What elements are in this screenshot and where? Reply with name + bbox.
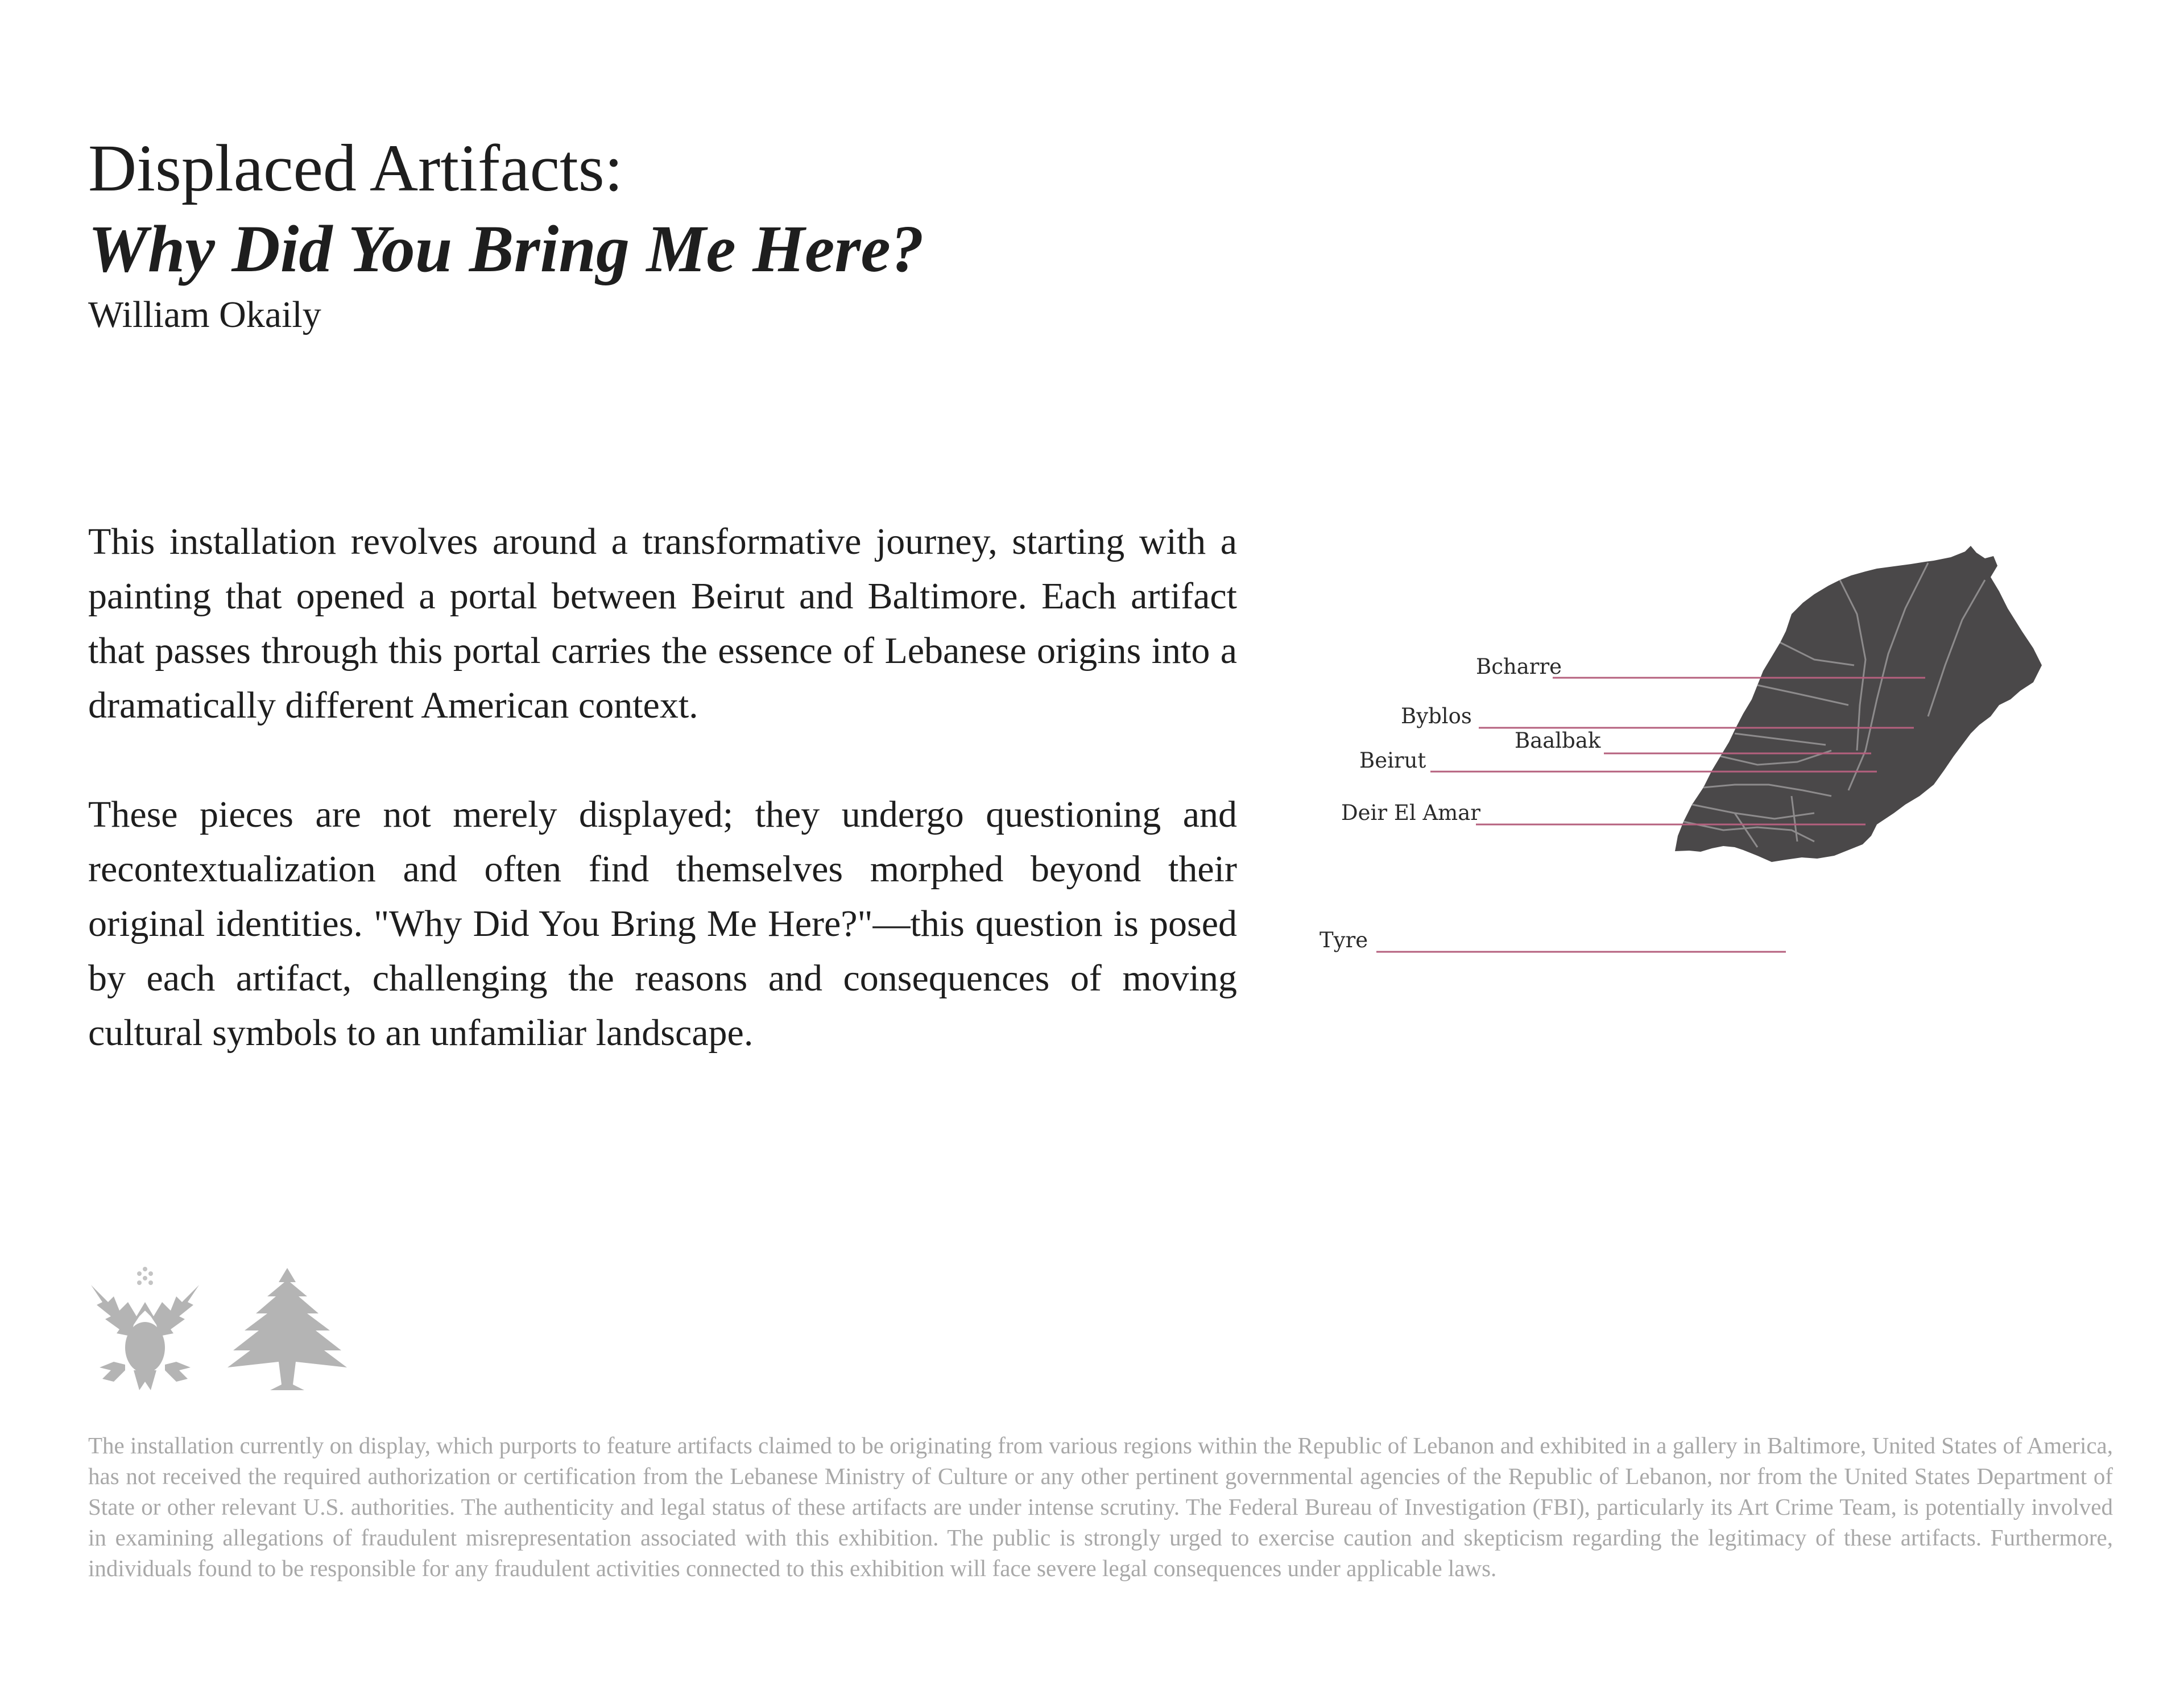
map-label-deir-el-amar: Deir El Amar bbox=[1341, 801, 1480, 825]
description-paragraph-2: These pieces are not merely displayed; they undergo questioning and recontextualization and often find themselves morphed beyond their original identities. "Why Did You Bring Me Here?"—this question is posed by each artifact, challenging the reasons and consequences of moving cultural symbols to an unfamiliar landscape. bbox=[88, 794, 1237, 1054]
map-label-beirut: Beirut bbox=[1359, 748, 1426, 773]
author-name: William Okaily bbox=[88, 294, 321, 336]
lebanon-silhouette bbox=[1675, 546, 2042, 862]
lebanon-map bbox=[1302, 546, 2138, 1029]
description bbox=[88, 515, 1237, 1115]
page-subtitle: Why Did You Bring Me Here? bbox=[88, 211, 924, 286]
cedar-tree-icon bbox=[228, 1268, 347, 1390]
map-label-byblos: Byblos bbox=[1401, 704, 1472, 728]
header bbox=[88, 128, 924, 337]
map-label-tyre: Tyre bbox=[1320, 928, 1368, 952]
eagle-seal-icon bbox=[91, 1267, 199, 1390]
legal-disclaimer: The installation currently on display, which purports to feature artifacts claimed to be originating from various regions within the Republic of Lebanon and exhibited in a gallery in Baltimore, United States of America, has not received the required authorization or certification from the Lebanese Ministry of Culture or any other pertinent governmental agencies of the Republic of Lebanon, nor from the United States Department of State or other relevant U.S. authorities. The authenticity and legal status of these artifacts are under intense scrutiny. The Federal Bureau of Investigation (FBI), particularly its Art Crime Team, is potentially involved in examining allegations of fraudulent misrepresentation associated with this exhibition. The public is strongly urged to exercise caution and skepticism regarding the legitimacy of these artifacts. Furthermore, individuals found to be responsible for any fraudulent activities connected to this exhibition will face severe legal consequences under applicable laws. bbox=[88, 1432, 2113, 1581]
emblems bbox=[85, 1262, 358, 1399]
map-label-bcharre: Bcharre bbox=[1476, 654, 1562, 679]
page-title: Displaced Artifacts: bbox=[88, 131, 623, 205]
description-paragraph-1: This installation revolves around a transformative journey, starting with a painting that opened a portal between Beirut and Baltimore. Each artifact that passes through this portal carries the essence of Lebanese origins into a dramatically different American context. bbox=[88, 521, 1237, 726]
map-label-baalbak: Baalbak bbox=[1515, 728, 1601, 753]
